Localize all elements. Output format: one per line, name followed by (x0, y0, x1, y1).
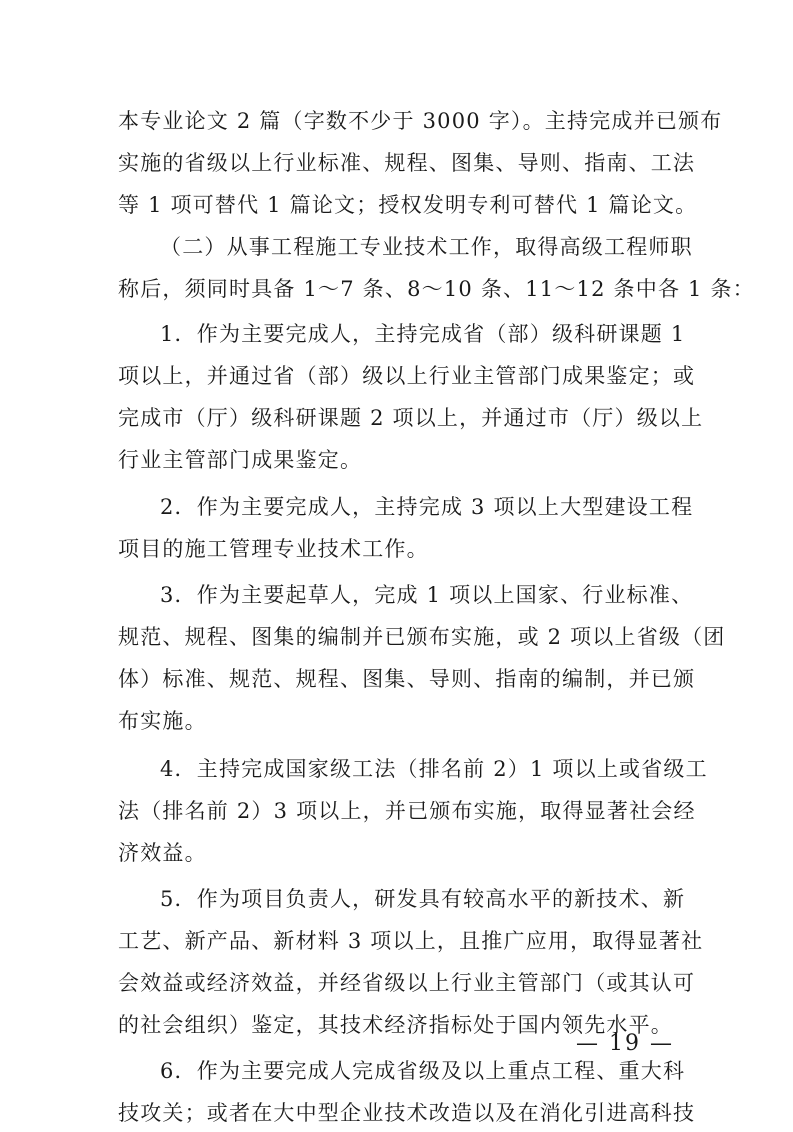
text-line: 2．作为主要完成人，主持完成 3 项以上大型建设工程 (160, 495, 694, 519)
text-line: （二）从事工程施工专业技术工作，取得高级工程师职 (160, 235, 693, 259)
text-line: 等 1 项可替代 1 篇论文；授权发明专利可替代 1 篇论文。 (118, 193, 698, 217)
text-line: 完成市（厅）级科研课题 2 项以上，并通过市（厅）级以上 (118, 406, 704, 430)
text-line: 4．主持完成国家级工法（排名前 2）1 项以上或省级工 (160, 757, 708, 781)
text-line: 会效益或经济效益，并经省级以上行业主管部门（或其认可 (118, 971, 696, 995)
text-line: 3．作为主要起草人，完成 1 项以上国家、行业标准、 (160, 583, 694, 607)
text-line: 济效益。 (118, 841, 207, 865)
text-line: 行业主管部门成果鉴定。 (118, 448, 363, 472)
text-line: 工艺、新产品、新材料 3 项以上，且推广应用，取得显著社 (118, 929, 704, 953)
text-line: 5．作为项目负责人，研发具有较高水平的新技术、新 (160, 887, 686, 911)
text-line: 6．作为主要完成人完成省级及以上重点工程、重大科 (160, 1059, 686, 1083)
text-line: 布实施。 (118, 709, 207, 733)
text-line: 技攻关；或者在大中型企业技术改造以及在消化引进高科技 (118, 1101, 696, 1125)
page-number-text: — 19 — (576, 1031, 674, 1056)
text-line: 本专业论文 2 篇（字数不少于 3000 字）。主持完成并已颁布 (118, 109, 723, 133)
text-line: 1．作为主要完成人，主持完成省（部）级科研课题 1 (160, 322, 686, 346)
page-number (0, 1024, 793, 1064)
text-line: 法（排名前 2）3 项以上，并已颁布实施，取得显著社会经 (118, 799, 696, 823)
text-line: 体）标准、规范、规程、图集、导则、指南的编制，并已颁 (118, 667, 696, 691)
text-line: 的社会组织）鉴定，其技术经济指标处于国内领先水平。 (118, 1013, 673, 1037)
text-line: 实施的省级以上行业标准、规程、图集、导则、指南、工法 (118, 151, 696, 175)
text-line: 项目的施工管理专业技术工作。 (118, 537, 429, 561)
text-line: 称后，须同时具备 1～7 条、8～10 条、11～12 条中各 1 条： (118, 277, 755, 301)
text-line: 项以上，并通过省（部）级以上行业主管部门成果鉴定；或 (118, 364, 696, 388)
text-line: 规范、规程、图集的编制并已颁布实施，或 2 项以上省级（团 (118, 625, 726, 649)
